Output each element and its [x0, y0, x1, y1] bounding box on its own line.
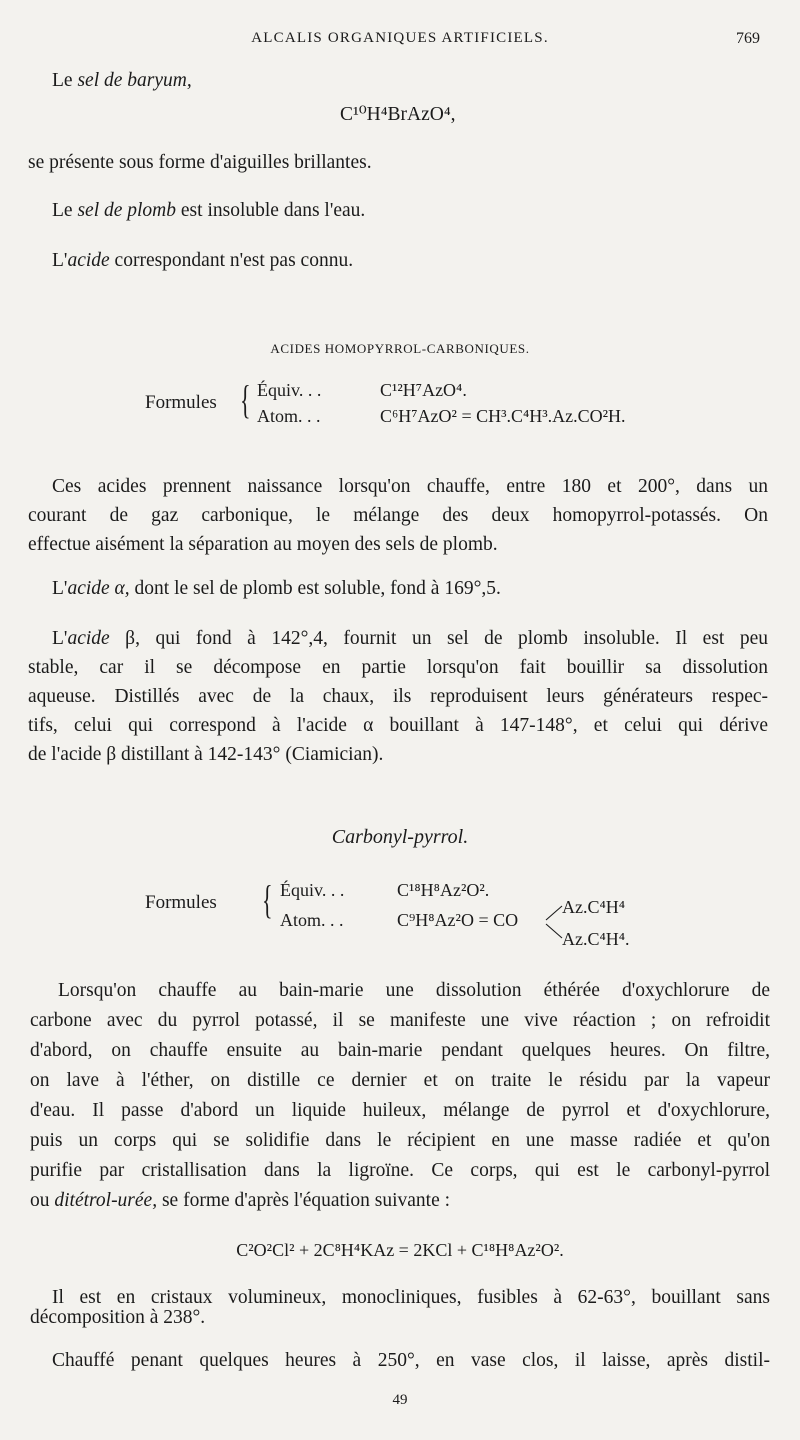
- baryum-formula: C¹⁰H⁴BrAzO⁴,: [340, 104, 456, 125]
- baryum-heading: Le sel de baryum,: [52, 70, 192, 91]
- beta-line-3: aqueuse. Distillés avec de la chaux, ils reproduisent leurs générateurs respec-: [28, 686, 768, 707]
- para4-line-1: Chauffé penant quelques heures à 250°, en vase clos, il laisse, après distil-: [52, 1350, 770, 1371]
- para2-line-3: d'abord, on chauffe ensuite au bain-marie pendant quelques heures. On filtre,: [30, 1040, 770, 1061]
- brace-2: {: [262, 877, 273, 922]
- formules-label-1: Formules: [145, 392, 217, 413]
- alpha-paragraph: L'acide α, dont le sel de plomb est soluble, fond à 169°,5.: [52, 578, 501, 599]
- beta-line-5: de l'acide β distillant à 142-143° (Ciamician).: [28, 744, 384, 765]
- para1-line-2: courant de gaz carbonique, le mélange des deux homopyrrol-potassés. On: [28, 505, 768, 526]
- para1-line-3: effectue aisément la séparation au moyen des sels de plomb.: [28, 534, 498, 555]
- beta-line-4: tifs, celui qui correspond à l'acide α bouillant à 147-148°, et celui qui dérive: [28, 715, 768, 736]
- beta-line-2: stable, car il se décompose en partie lorsqu'on fait bouillir sa dissolution: [28, 657, 768, 678]
- section-title-homopyrrol: ACIDES HOMOPYRROL-CARBONIQUES.: [270, 341, 530, 356]
- section-title-carbonyl-pyrrol: Carbonyl-pyrrol.: [331, 826, 469, 848]
- branch-top: Az.C⁴H⁴: [562, 897, 626, 917]
- acide-paragraph: L'acide correspondant n'est pas connu.: [52, 250, 354, 271]
- equiv-label-2: Équiv. . .: [280, 880, 345, 900]
- brace-1: {: [240, 377, 251, 422]
- running-header: ALCALIS ORGANIQUES ARTIFICIELS.: [251, 30, 549, 46]
- para2-line-7: purifie par cristallisation dans la ligroïne. Ce corps, qui est le carbonyl-pyrrol: [30, 1160, 770, 1181]
- para2-line-6: puis un corps qui se solidifie dans le récipient en une masse radiée et qu'on: [30, 1130, 770, 1151]
- branch-lines: [540, 902, 564, 942]
- signature-mark: 49: [392, 1392, 408, 1408]
- plomb-paragraph: Le sel de plomb est insoluble dans l'eau.: [52, 200, 366, 221]
- page-number: 769: [736, 30, 760, 47]
- para3-line-2: décomposition à 238°.: [30, 1307, 206, 1328]
- atom-formula-2: C⁹H⁸Az²O = CO: [397, 910, 519, 930]
- para3-line-1: Il est en cristaux volumineux, monocliniques, fusibles à 62-63°, bouillant sans: [52, 1287, 770, 1308]
- para2-line-2: carbone avec du pyrrol potassé, il se manifeste une vive réaction ; on refroidit: [30, 1010, 770, 1031]
- para2-line-8: ou ditétrol-urée, se forme d'après l'équation suivante :: [30, 1190, 451, 1211]
- equiv-label-1: Équiv. . .: [257, 380, 322, 400]
- atom-label-2: Atom. . .: [280, 910, 344, 930]
- para1-line-1: Ces acides prennent naissance lorsqu'on chauffe, entre 180 et 200°, dans un: [52, 476, 768, 497]
- reaction-equation: C²O²Cl² + 2C⁸H⁴KAz = 2KCl + C¹⁸H⁸Az²O².: [236, 1240, 564, 1260]
- branch-bottom: Az.C⁴H⁴.: [562, 929, 630, 949]
- beta-line-1: L'acide β, qui fond à 142°,4, fournit un sel de plomb insoluble. Il est peu: [52, 628, 768, 649]
- atom-label-1: Atom. . .: [257, 406, 321, 426]
- para2-line-4: on lave à l'éther, on distille ce dernier et on traite le résidu par la vapeur: [30, 1070, 770, 1091]
- baryum-description: se présente sous forme d'aiguilles brillantes.: [28, 152, 372, 173]
- para2-line-1: Lorsqu'on chauffe au bain-marie une dissolution éthérée d'oxychlorure de: [58, 980, 770, 1001]
- formules-label-2: Formules: [145, 892, 217, 913]
- equiv-formula-1: C¹²H⁷AzO⁴.: [380, 380, 467, 400]
- equiv-formula-2: C¹⁸H⁸Az²O².: [397, 880, 490, 900]
- para2-line-5: d'eau. Il passe d'abord un liquide huileux, mélange de pyrrol et d'oxychlorure,: [30, 1100, 770, 1121]
- atom-formula-1: C⁶H⁷AzO² = CH³.C⁴H³.Az.CO²H.: [380, 406, 626, 426]
